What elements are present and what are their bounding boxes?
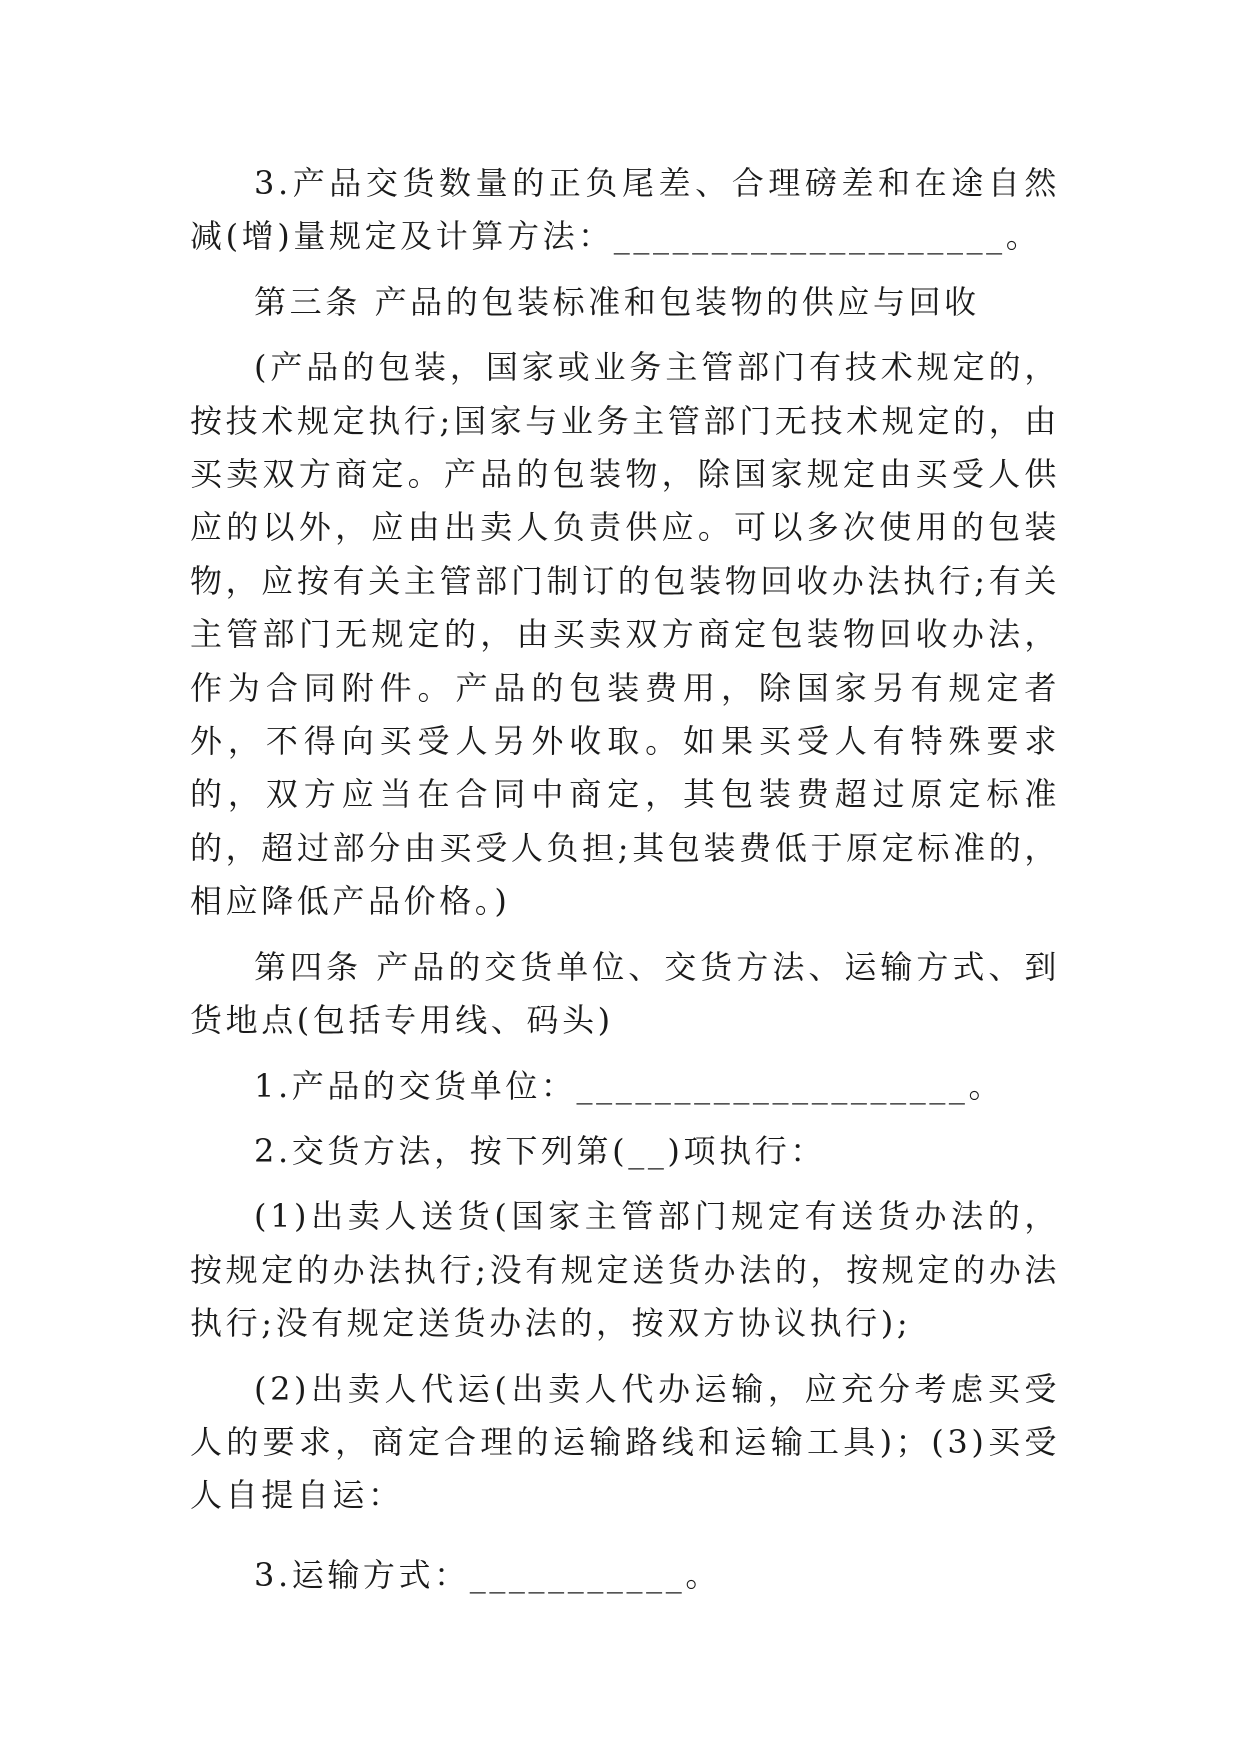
document-body xyxy=(190,157,1060,1614)
article-3-heading: 第三条 产品的包装标准和包装物的供应与回收 xyxy=(254,282,980,321)
clause-2-item-3: 3.产品交货数量的正负尾差、合理磅差和在途自然减(增)量规定及计算方法：____________________。 xyxy=(190,164,1060,256)
article-4-heading: 第四条 产品的交货单位、交货方法、运输方式、到货地点(包括专用线、码头) xyxy=(190,947,1060,1040)
article-4-item-3: 3.运输方式：___________。 xyxy=(254,1555,721,1594)
delivery-option-1: (1)出卖人送货(国家主管部门规定有送货办法的，按规定的办法执行;没有规定送货办法的，按规定的办法执行;没有规定送货办法的，按双方协议执行); xyxy=(190,1197,1060,1343)
article-4-item-2: 2.交货方法，按下列第(__)项执行： xyxy=(254,1131,826,1170)
article-3-body: (产品的包装，国家或业务主管部门有技术规定的，按技术规定执行;国家与业务主管部门无技术规定的，由买卖双方商定。产品的包装物，除国家规定由买受人供应的以外，应由出卖人负责供应。可以多次使用的包装物，应按有关主管部门制订的包装物回收办法执行;有关主管部门无规定的，由买卖双方商定包装物回收办法，作为合同附件。产品的包装费用，除国家另有规定者外，不得向买受人另外收取。如果买受人有特殊要求的，双方应当在合同中商定，其包装费超过原定标准的，超过部分由买受人负担;其包装费低于原定标准的，相应降低产品价格。) xyxy=(190,348,1060,921)
article-4-item-1: 1.产品的交货单位：____________________。 xyxy=(254,1066,1005,1105)
delivery-option-2-3: (2)出卖人代运(出卖人代办运输，应充分考虑买受人的要求，商定合理的运输路线和运输工具)；(3)买受人自提自运： xyxy=(190,1369,1060,1515)
